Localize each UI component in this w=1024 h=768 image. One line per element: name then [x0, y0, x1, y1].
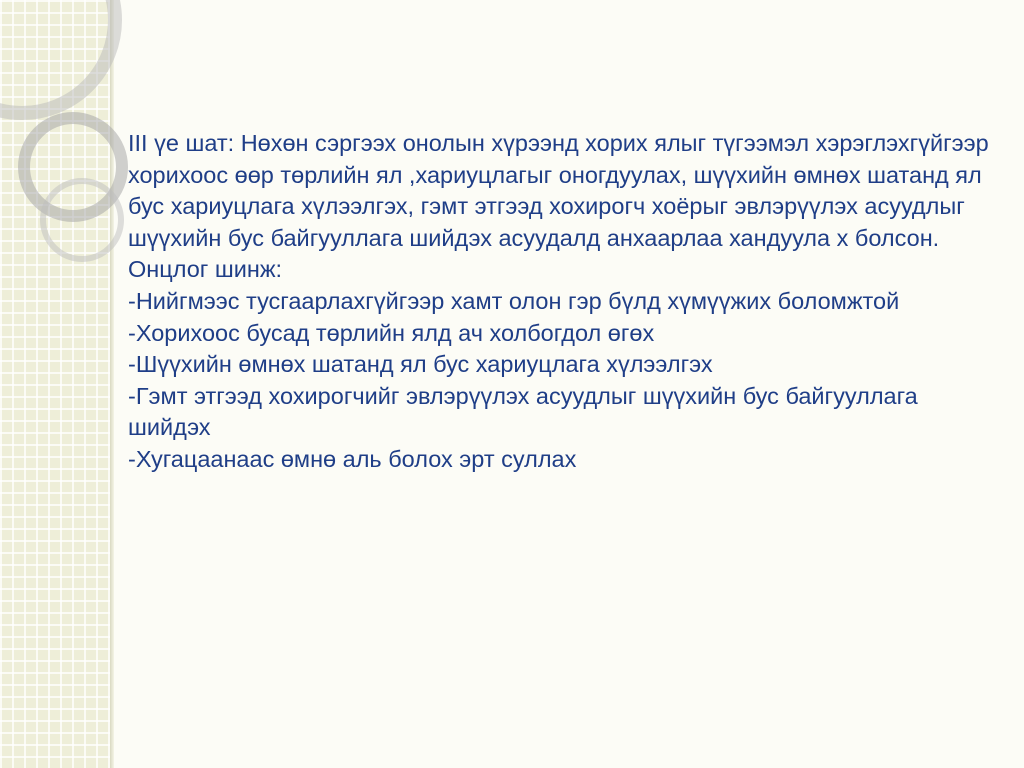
feature-item: -Шүүхийн өмнөх шатанд ял бус хариуцлага хүлээлгэх	[128, 351, 713, 378]
intro-paragraph: III үе шат: Нөхөн сэргээх онолын хүрээнд хорих ялыг түгээмэл хэрэглэхгүйгээр хорихоос өөр төрлийн ял ,хариуцлагыг оногдуулах, шүүхийн өмнөх шатанд ял бус хариуцлага хүлээлгэх, гэмт этгээд хохирогч хоёрыг эвлэрүүлэх асуудлыг шүүхийн бус байгууллага шийдэх асуудалд анхаарлаа хандуула х болсон.	[128, 130, 989, 251]
features-heading: Онцлог шинж:	[128, 256, 283, 283]
feature-item: -Нийгмээс тусгаарлахгүйгээр хамт олон гэр бүлд хүмүүжих боломжтой	[128, 287, 900, 314]
slide-content	[128, 128, 998, 476]
feature-item: -Хорихоос бусад төрлийн ялд ач холбогдол өгөх	[128, 319, 655, 346]
feature-item: -Хугацаанаас өмнө аль болох эрт суллах	[128, 445, 577, 472]
decorative-ring-small	[40, 178, 124, 262]
panel-divider	[110, 0, 114, 768]
feature-item: -Гэмт этгээд хохирогчийг эвлэрүүлэх асуудлыг шүүхийн бус байгууллага шийдэх	[128, 382, 918, 441]
